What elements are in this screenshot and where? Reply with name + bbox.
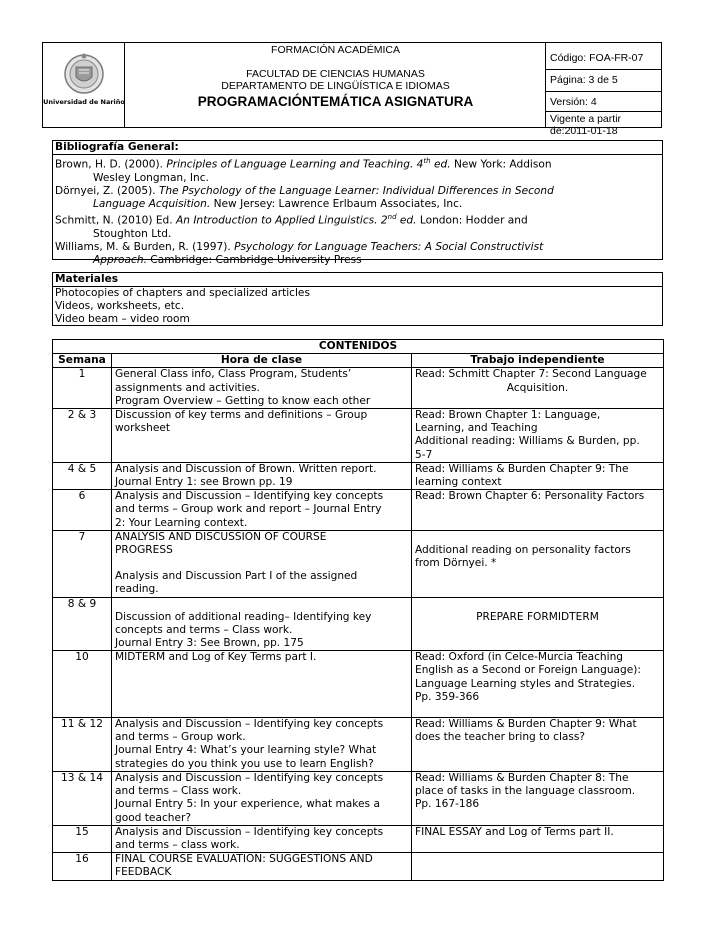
- trabajo-line: Additional reading on personality factors: [415, 543, 631, 556]
- contenidos-row: [53, 530, 664, 597]
- programacion-title: PROGRAMACIÓNTEMÁTICA ASIGNATURA: [197, 94, 474, 109]
- trabajo-line: Acquisition.: [506, 381, 569, 394]
- hora-line: Journal Entry 1: see Brown pp. 19: [115, 476, 293, 489]
- hora-line: 2: Your Learning context.: [115, 516, 248, 529]
- trabajo-line: Read: Brown Chapter 1: Language,: [415, 409, 601, 422]
- trabajo-line: Read: Williams & Burden Chapter 8: The: [415, 771, 629, 784]
- trabajo-line: Pp. 167-186: [415, 798, 480, 811]
- hora-line: strategies do you think you use to learn English?: [115, 757, 374, 770]
- semana-cell: 6: [53, 490, 112, 531]
- hora-line: Discussion of key terms and definitions – Group: [115, 409, 368, 422]
- hora-cell: [112, 462, 412, 489]
- hora-line: good teacher?: [115, 811, 191, 824]
- logo-caption: Universidad de Nariño: [43, 98, 125, 106]
- hora-line: Analysis and Discussion of Brown. Written report.: [115, 462, 377, 475]
- contenidos-row: [53, 718, 664, 772]
- semana-cell: 1: [53, 368, 112, 409]
- hora-line: FEEDBACK: [115, 866, 172, 879]
- hora-cell: [112, 853, 412, 880]
- bibliografia-entry: Brown, H. D. (2000). Principles of Language Learning and Teaching. 4th ed. New York: Addison: [55, 157, 552, 171]
- trabajo-cell: [412, 368, 664, 409]
- contenidos-row: [53, 597, 664, 651]
- contenidos-row: [53, 651, 664, 718]
- semana-cell: 4 & 5: [53, 462, 112, 489]
- bibliografia-entry: Dörnyei, Z. (2005). The Psychology of the Language Learner: Individual Differences in Second: [55, 184, 554, 197]
- university-logo: [43, 43, 125, 127]
- header-meta: [546, 43, 661, 137]
- trabajo-cell: [412, 825, 664, 852]
- trabajo-line: English as a Second or Foreign Language):: [415, 664, 641, 677]
- bibliografia-title: Bibliografía General:: [53, 141, 662, 155]
- trabajo-cell: [412, 651, 664, 718]
- pagina-cell: Página: 3 de 5: [546, 70, 661, 92]
- hora-line: and terms – Group work and report – Journal Entry: [115, 503, 382, 516]
- hora-line: ANALYSIS AND DISCUSSION OF COURSE: [115, 530, 327, 543]
- semana-cell: 7: [53, 530, 112, 597]
- departamento-label: DEPARTAMENTO DE LINGÜÍSTICA E IDIOMAS: [221, 80, 450, 92]
- trabajo-line: does the teacher bring to class?: [415, 731, 586, 744]
- hora-line: assignments and activities.: [115, 381, 260, 394]
- semana-cell: 11 & 12: [53, 718, 112, 772]
- hora-line: Journal Entry 4: What’s your learning style? What: [115, 744, 377, 757]
- hora-line: PROGRESS: [115, 544, 173, 557]
- hora-cell: [112, 597, 412, 651]
- trabajo-line: Read: Brown Chapter 6: Personality Factors: [415, 490, 645, 503]
- trabajo-line: Pp. 359-366: [415, 690, 480, 703]
- contenidos-row: [53, 462, 664, 489]
- hora-cell: [112, 490, 412, 531]
- hora-line: Analysis and Discussion – Identifying key concepts: [115, 490, 384, 503]
- hora-line: and terms – Group work.: [115, 731, 246, 744]
- trabajo-cell: [412, 718, 664, 772]
- hora-line: Journal Entry 3: See Brown, pp. 175: [115, 637, 304, 650]
- materiales-item: Videos, worksheets, etc.: [55, 300, 185, 313]
- hora-line: and terms – Class work.: [115, 785, 242, 798]
- trabajo-line: PREPARE FORMIDTERM: [476, 610, 599, 623]
- trabajo-line: FINAL ESSAY and Log of Terms part II.: [415, 825, 614, 838]
- contenidos-row: [53, 490, 664, 531]
- trabajo-line: Additional reading: Williams & Burden, pp.: [415, 435, 640, 448]
- trabajo-line: [415, 853, 660, 866]
- hora-cell: [112, 368, 412, 409]
- trabajo-cell: [412, 490, 664, 531]
- trabajo-line: learning context: [415, 476, 502, 489]
- hora-line: Program Overview – Getting to know each other: [115, 394, 371, 407]
- semana-cell: 16: [53, 853, 112, 880]
- trabajo-line: Read: Williams & Burden Chapter 9: The: [415, 462, 629, 475]
- codigo-cell: Código: FOA-FR-07: [546, 43, 661, 70]
- bibliografia-section: [52, 140, 663, 267]
- materiales-item: Video beam – video room: [55, 313, 190, 326]
- hora-line: and terms – class work.: [115, 838, 240, 851]
- bibliografia-entry-cont: Stoughton Ltd.: [93, 228, 172, 241]
- hora-line: Analysis and Discussion – Identifying key concepts: [115, 771, 384, 784]
- hora-line: Journal Entry 5: In your experience, what makes a: [115, 798, 380, 811]
- hora-line: [115, 557, 408, 570]
- trabajo-line: Learning, and Teaching: [415, 422, 538, 435]
- trabajo-cell: [412, 597, 664, 651]
- hora-header: Hora de clase: [112, 354, 412, 368]
- trabajo-line: [415, 704, 660, 717]
- semana-cell: 10: [53, 651, 112, 718]
- hora-cell: [112, 825, 412, 852]
- trabajo-line: [415, 531, 660, 544]
- contenidos-row: [53, 409, 664, 463]
- trabajo-cell: [412, 462, 664, 489]
- trabajo-line: from Dörnyei. *: [415, 557, 497, 570]
- materiales-item: Photocopies of chapters and specialized articles: [55, 287, 310, 299]
- hora-cell: [112, 718, 412, 772]
- semana-header: Semana: [53, 354, 112, 368]
- hora-line: reading.: [115, 583, 159, 596]
- document-header: [42, 42, 662, 137]
- bibliografia-entry-cont: Approach. Cambridge: Cambridge University Press: [93, 254, 362, 267]
- header-title-block: [125, 43, 546, 127]
- hora-line: worksheet: [115, 422, 171, 435]
- trabajo-line: 5-7: [415, 448, 433, 461]
- version-cell: Versión: 4: [546, 92, 661, 112]
- trabajo-cell: [412, 530, 664, 597]
- materiales-section: [52, 272, 663, 326]
- contenidos-row: [53, 368, 664, 409]
- trabajo-line: Language Learning styles and Strategies.: [415, 677, 636, 690]
- semana-cell: 15: [53, 825, 112, 852]
- hora-line: Analysis and Discussion Part I of the assigned: [115, 570, 358, 583]
- trabajo-header: Trabajo independiente: [412, 354, 664, 368]
- trabajo-line: Read: Schmitt Chapter 7: Second Language: [415, 368, 647, 381]
- hora-cell: [112, 651, 412, 718]
- formacion-label: FORMACIÓN ACADÉMICA: [271, 44, 400, 56]
- vigente-cell: Vigente a partir de:2011-01-18: [550, 113, 622, 137]
- semana-cell: 8 & 9: [53, 597, 112, 651]
- trabajo-line: Read: Williams & Burden Chapter 9: What: [415, 718, 637, 731]
- contenidos-table: [52, 339, 664, 881]
- hora-line: [115, 598, 408, 611]
- trabajo-line: place of tasks in the language classroom.: [415, 785, 636, 798]
- contenidos-row: [53, 771, 664, 825]
- university-seal-icon: [43, 43, 125, 127]
- bibliografia-entry: Williams, M. & Burden, R. (1997). Psychology for Language Teachers: A Social Constructivist: [55, 241, 544, 254]
- hora-line: Discussion of additional reading– Identifying key: [115, 610, 372, 623]
- hora-cell: [112, 530, 412, 597]
- trabajo-cell: [412, 771, 664, 825]
- trabajo-line: Read: Oxford (in Celce-Murcia Teaching: [415, 651, 624, 664]
- hora-line: FINAL COURSE EVALUATION: SUGGESTIONS AND: [115, 853, 373, 866]
- hora-line: MIDTERM and Log of Key Terms part I.: [115, 651, 317, 664]
- facultad-label: FACULTAD DE CIENCIAS HUMANAS: [246, 68, 425, 80]
- hora-line: General Class info, Class Program, Students’: [115, 368, 352, 381]
- bibliografia-entry: Schmitt, N. (2010) Ed. An Introduction to Applied Linguistics. 2nd ed. London: Hodder and: [55, 213, 528, 227]
- contenidos-row: [53, 825, 664, 852]
- contenidos-title: CONTENIDOS: [53, 340, 664, 354]
- hora-cell: [112, 409, 412, 463]
- bibliografia-list: [53, 155, 662, 268]
- bibliografia-entry-cont: Wesley Longman, Inc.: [93, 171, 209, 184]
- bibliografia-entry-cont: Language Acquisition. New Jersey: Lawrence Erlbaum Associates, Inc.: [93, 198, 463, 211]
- trabajo-cell: [412, 409, 664, 463]
- trabajo-cell: [412, 853, 664, 880]
- hora-line: concepts and terms – Class work.: [115, 623, 293, 636]
- hora-cell: [112, 771, 412, 825]
- hora-line: Analysis and Discussion – Identifying key concepts: [115, 825, 384, 838]
- semana-cell: 13 & 14: [53, 771, 112, 825]
- materiales-title: Materiales: [53, 273, 662, 287]
- contenidos-row: [53, 853, 664, 880]
- semana-cell: 2 & 3: [53, 409, 112, 463]
- trabajo-line: [415, 598, 660, 611]
- hora-line: Analysis and Discussion – Identifying key concepts: [115, 718, 384, 731]
